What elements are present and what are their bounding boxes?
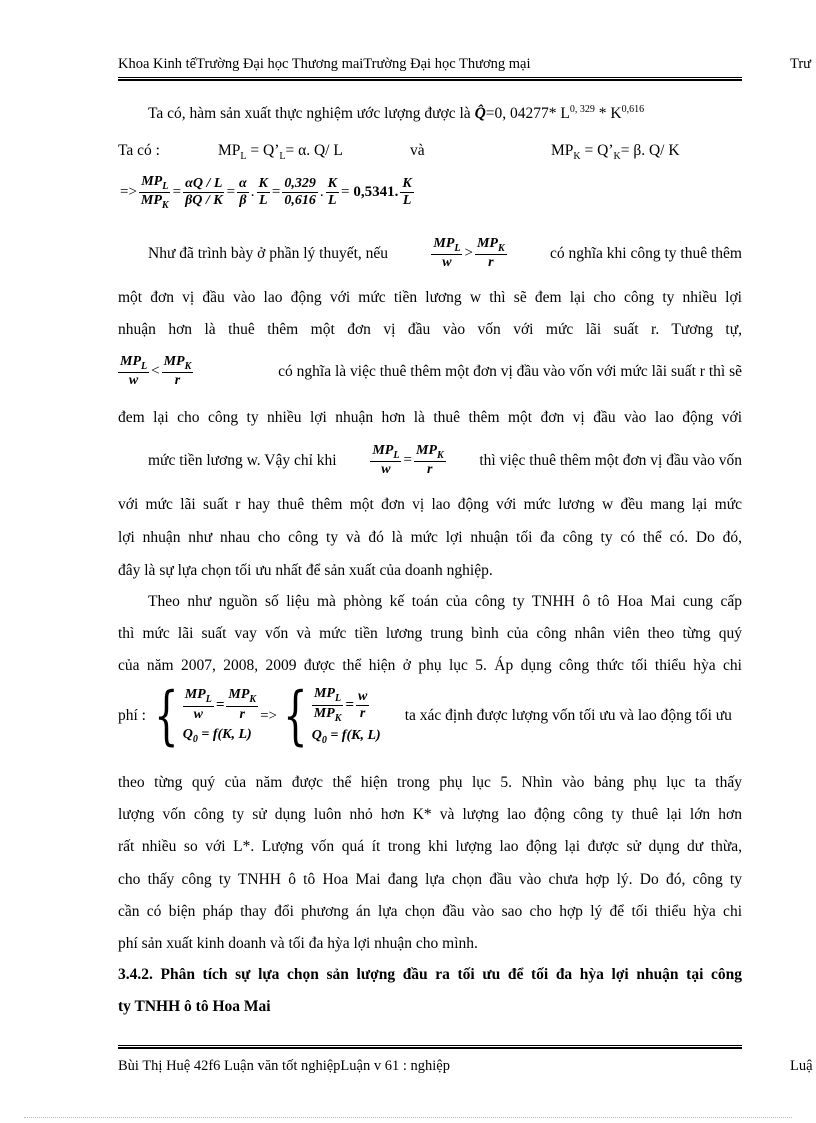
system-right: { $\frac{MP_L}{MP_K}$ = $\frac{w}{r}$ $Q_0 = f(K$, L) [283, 679, 381, 753]
para2-line2: thì mức lãi suất vay vốn và mức tiền lương trung bình của công nhân viên theo từng quý [118, 625, 742, 642]
page-footer: Bùi Thị Huệ 42f6 Luận văn tốt nghiệpLuận v 61 : nghiệp [118, 1058, 450, 1074]
footer-rule [118, 1045, 742, 1049]
para2-line7: rất nhiều so với L*. Lượng vốn quá ít trong khi lượng lao động lại được sử dụng dư thừa, [118, 838, 742, 855]
para1-line9: đây là sự lựa chọn tối ưu nhất để sản xuất của doanh nghiệp. [118, 562, 493, 579]
mpk-formula: $MP_K$ = $Q’_K= \beta$. Q/ K [551, 142, 680, 163]
para2-line6: lượng vốn công ty sử dụng luôn nhỏ hơn K* và lượng lao động công ty thuê lại lớn hơn [118, 806, 742, 823]
page-header: Khoa Kinh tếTrường Đại học Thương maiTrường Đại học Thương mại [118, 56, 531, 72]
para1-line8: lợi nhuận như nhau cho công ty và đó là mức lợi nhuận tối đa công ty có thể có. Do đó, [118, 529, 742, 546]
para1-line4: $\frac{MP_L}{w}$ < $\frac{MP_K}{r}$ có nghĩa là việc thuê thêm một đơn vị đầu vào vốn với mức lãi suất r thì sẽ [120, 354, 742, 389]
para1-line3: nhuận hơn là thuê thêm một đơn vị đầu vào vốn với mức lãi suất r. Tương tự, [118, 321, 742, 338]
para2-line3: của năm 2007, 2008, 2009 được thể hiện ở phụ lục 5. Áp dụng công thức tối thiểu hỳa chi [118, 657, 742, 674]
para1-line2: một đơn vị đầu vào lao động với mức tiền lương w thì sẽ đem lại cho công ty nhiều lợi [118, 289, 742, 306]
para2-line5: theo từng quý của năm được thể hiện trong phụ lục 5. Nhìn vào bảng phụ lục ta thấy [118, 774, 742, 791]
para1-line1: Như đã trình bày ở phần lý thuyết, nếu $\frac{MP_L}{w}$ > $\frac{MP_K}{r}$ có nghĩa khi công ty thuê thêm [148, 236, 742, 271]
para2-line4-system: phí : { $\frac{MP_L}{w}$ = $\frac{MP_K}{r}$ $Q_0 = f(K$, L) => { $\frac{MP_L}{MP_K}$ = $\frac{w}{r}$ $Q_0 = f(K$, L) ta xác định được lượng vốn tối ưu và lao động tối ưu [118, 679, 732, 753]
para2-line9: cần có biện pháp thay đổi phương án lựa chọn đầu vào sao cho hợp lý để tối thiểu hỳa chi [118, 903, 742, 920]
page-bottom-dotted-line [24, 1117, 792, 1118]
para2-line1: Theo như nguồn số liệu mà phòng kế toán của công ty TNHH ô tô Hoa Mai cung cấp [148, 593, 742, 610]
para1-line6: mức tiền lương w. Vậy chỉ khi $\frac{MP_L}{w}$ = $\frac{MP_K}{r}$ thì việc thuê thêm một đơn vị đầu vào vốn [148, 443, 742, 478]
page-header-right: Trư [790, 56, 812, 72]
production-function-line: Ta có, hàm sản xuất thực nghiệm ước lượng được là Q̂=0, 04277* L$^{0, 329}$ * K$^{0,616}$ [148, 104, 645, 123]
ratio-derivation: => $\frac{MP_L}{MP_K}$ = $\frac{\alpha Q / L}{\beta Q / K}$ = $\frac{\alpha}{\beta}$ . $\frac{K}{L}$ = $\frac{0,329}{0,616}$ . $\frac{K}{L}$ = 0,5341. $\frac{K}{L}$ [120, 174, 412, 212]
section-heading-line1: 3.4.2. Phân tích sự lựa chọn sản lượng đầu ra tối ưu để tối đa hỳa lợi nhuận tại công [118, 966, 742, 983]
para1-line7: với mức lãi suất r hay thuê thêm một đơn vị lao động với mức lương w đều mang lại mức [118, 496, 742, 513]
para2-line10: phí sản xuất kinh doanh và tối đa hỳa lợi nhuận cho mình. [118, 935, 478, 952]
para2-line8: cho thấy công ty TNHH ô tô Hoa Mai đang lựa chọn đầu vào chưa hợp lý. Do đó, công ty [118, 871, 742, 888]
marginal-products-line: Ta có : [118, 142, 160, 159]
header-rule [118, 77, 742, 81]
section-heading-line2: ty TNHH ô tô Hoa Mai [118, 998, 271, 1015]
para1-line5: đem lại cho công ty nhiều lợi nhuận hơn là thuê thêm một đơn vị đầu vào lao động với [118, 409, 742, 426]
system-left: { $\frac{MP_L}{w}$ = $\frac{MP_K}{r}$ $Q_0 = f(K$, L) [154, 679, 257, 753]
mpl-formula: $MP_L$ = $Q’_L= \alpha$. Q/ L [218, 142, 343, 163]
and-word: và [410, 142, 425, 159]
page-footer-right: Luậ [790, 1058, 813, 1074]
